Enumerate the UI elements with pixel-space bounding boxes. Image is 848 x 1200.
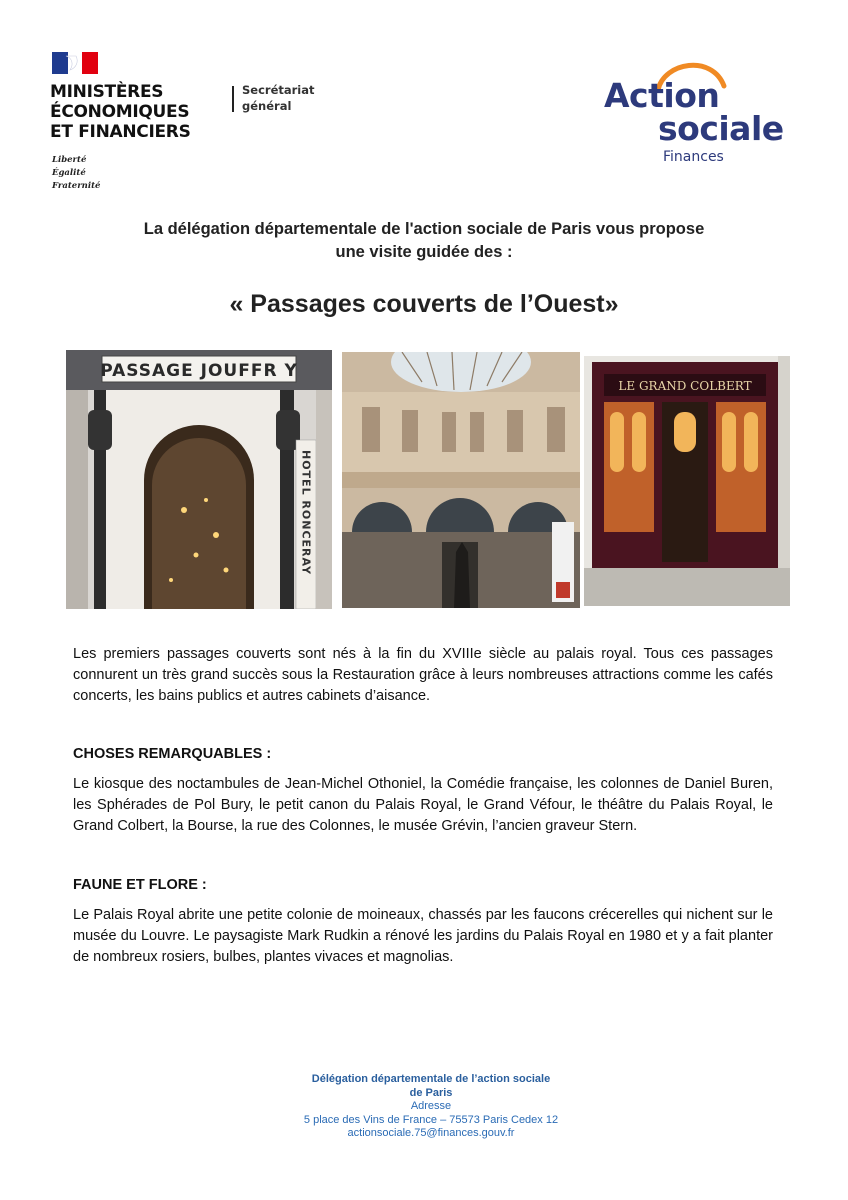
section-text-fauna-flora: Le Palais Royal abrite une petite colonie de moineaux, chassés par les faucons crécerelles qui nichent sur le musée du Louvre. Le paysagiste Mark Rudkin a rénové les jardins du Palais Royal en 1980 et y a fait planter de nombreux rosiers, bulbes, plantes vivaces et magnolias. [73, 907, 773, 965]
footer-org-city: de Paris [409, 1086, 453, 1099]
photo-grand-colbert [584, 356, 790, 606]
photo-sign-text: PASSAGE JOUFFR Y [100, 361, 298, 381]
intro-line: La délégation départementale de l'action sociale de Paris vous propose [143, 220, 705, 238]
footer-address-label: Adresse [410, 1100, 452, 1112]
republic-motto [52, 154, 100, 193]
photo-galerie-colbert [342, 352, 580, 608]
logo-word-action: Action [604, 76, 720, 115]
page-title: « Passages couverts de l’Ouest» [229, 290, 619, 318]
intro-line: une visite guidée des : [335, 243, 513, 261]
logo-word-finances: Finances [663, 149, 724, 165]
ministry-logo [50, 52, 320, 202]
secretariat-line: général [242, 99, 292, 113]
photo-side-sign-text: HOTEL RONCERAY [299, 450, 313, 575]
footer-contact [0, 1073, 848, 1141]
ministry-line: ET FINANCIERS [50, 122, 191, 142]
photo-sign-text: LE GRAND COLBERT [618, 379, 752, 393]
intro-text [0, 218, 848, 264]
secretariat-label [242, 82, 315, 114]
secretariat-line: Secrétariat [242, 83, 315, 97]
french-flag-icon [52, 52, 98, 74]
footer-org-name: Délégation départementale de l’action sociale [311, 1073, 551, 1085]
motto-line: Fraternité [52, 181, 101, 191]
footer-address: 5 place des Vins de France – 75573 Paris Cedex 12 [303, 1113, 559, 1126]
section-title-fauna-flora: FAUNE ET FLORE : [73, 877, 207, 893]
photo-passage-jouffroy [66, 350, 332, 609]
motto-line: Liberté [52, 155, 87, 165]
motto-line: Égalité [52, 168, 86, 178]
divider [232, 86, 234, 112]
ministry-name [50, 82, 191, 142]
section-text-remarkable: Le kiosque des noctambules de Jean-Michel Othoniel, la Comédie française, les colonnes de Daniel Buren, les Sphérades de Pol Bury, le petit canon du Palais Royal, le Grand Véfour, le théâtre du Palais Royal, le Grand Colbert, la Bourse, la rue des Colonnes, le musée Grévin, l’ancien graveur Stern. [73, 776, 773, 834]
section-title-remarkable: CHOSES REMARQUABLES : [73, 746, 272, 762]
ministry-line: ÉCONOMIQUES [50, 102, 190, 122]
ministry-line: MINISTÈRES [50, 82, 164, 102]
action-sociale-logo [600, 56, 800, 171]
intro-paragraph: Les premiers passages couverts sont nés à la fin du XVIIIe siècle au palais royal. Tous ces passages connurent un très grand succès sous la Restauration grâce à leurs nombreuses attractions comme les cafés concerts, les bains publics et autres cabinets d’aisance. [73, 646, 773, 704]
logo-word-sociale: sociale [658, 109, 784, 148]
footer-email-link[interactable]: actionsociale.75@finances.gouv.fr [347, 1127, 515, 1139]
